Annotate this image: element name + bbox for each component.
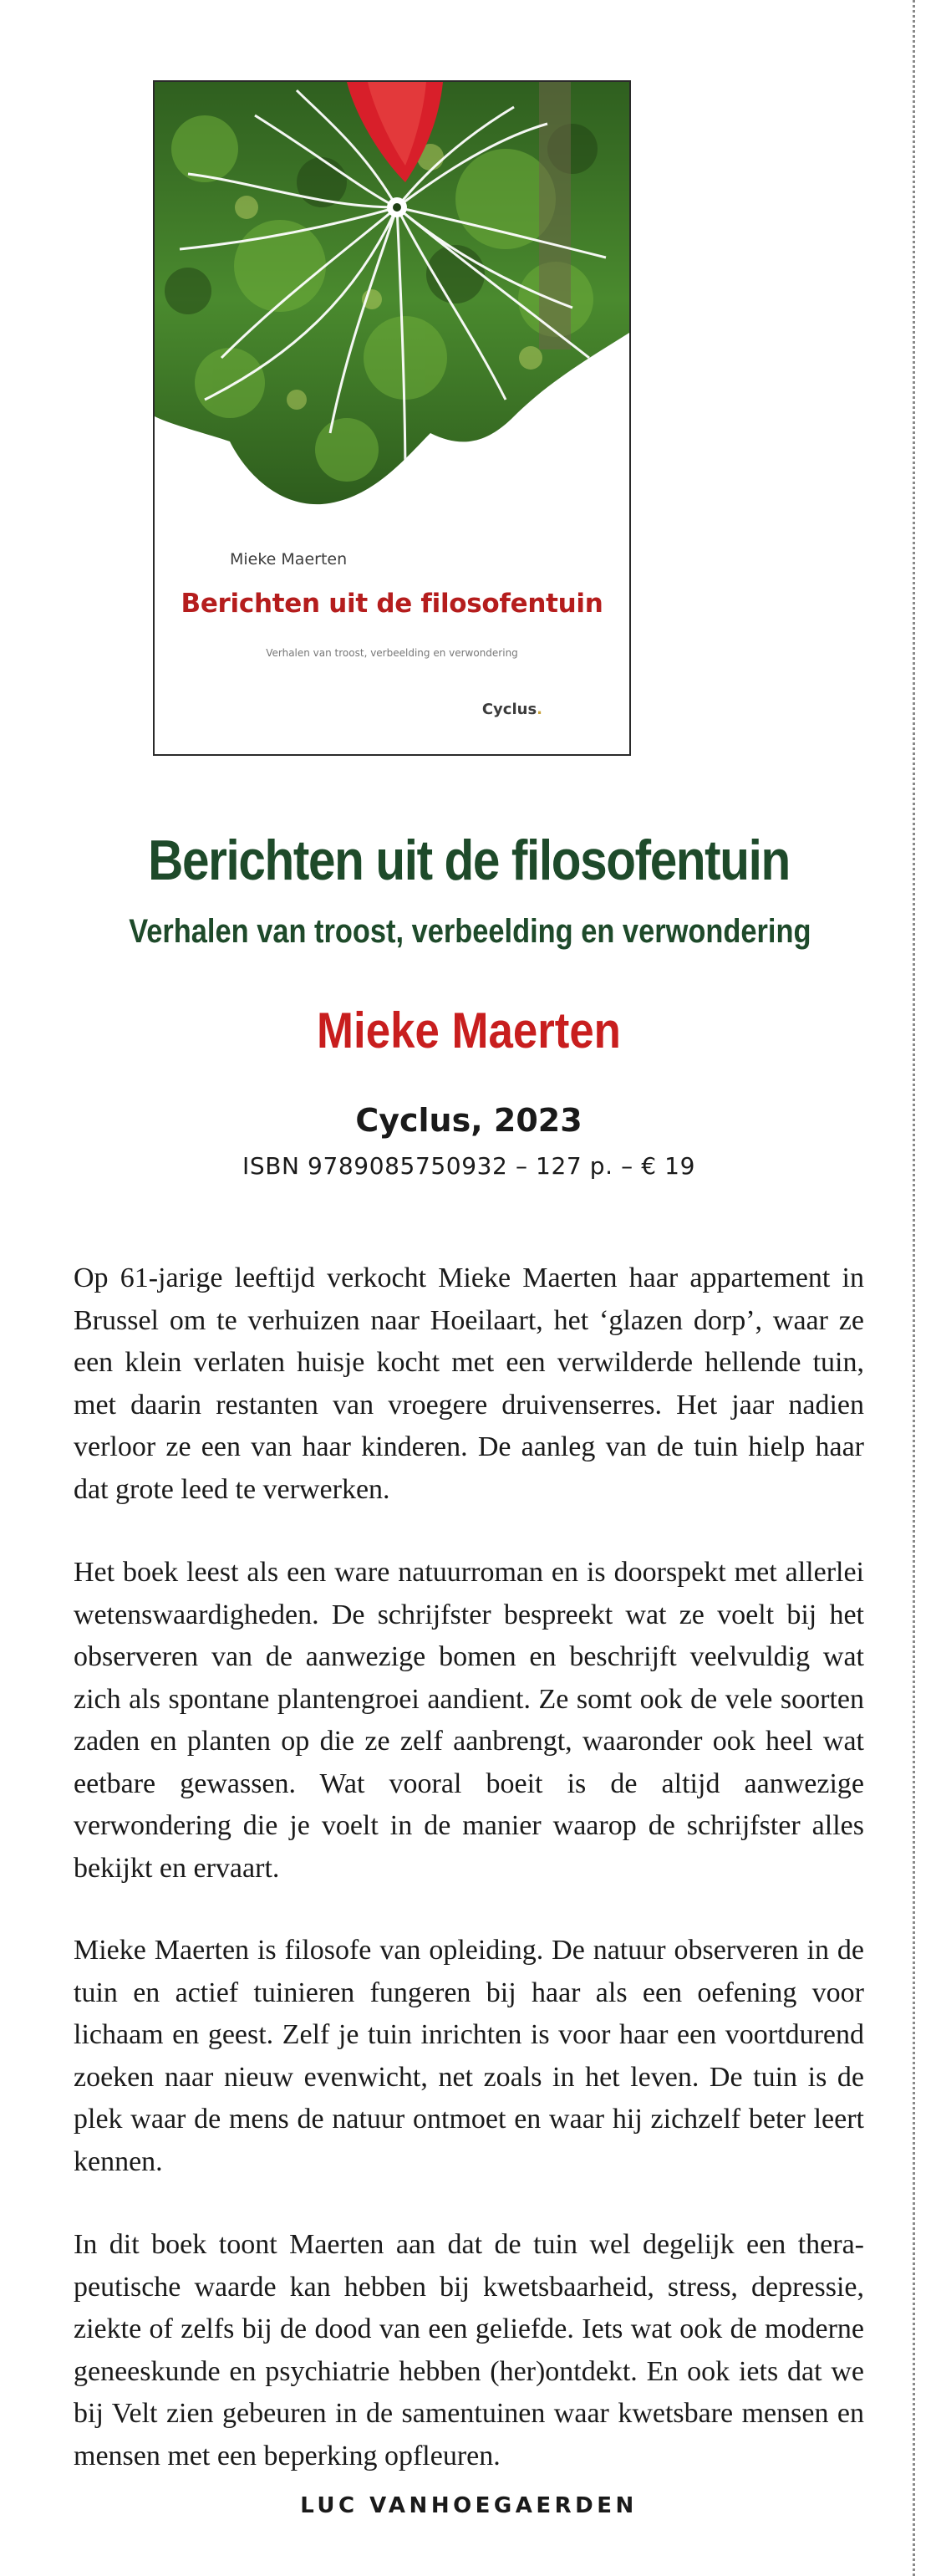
book-cover: [153, 80, 631, 756]
column-divider: [913, 0, 915, 2576]
cover-author: Mieke Maerten: [230, 550, 348, 569]
cover-title: Berichten uit de filosofentuin: [181, 589, 603, 619]
review-paragraph: Het boek leest als een ware natuurroman en is doorspekt met allerlei wetenswaardigheden. De schrijfster bespreekt wat ze voelt bij het observeren van de aanwezige bomen en beschrijft veelvuldig wat zich als spontane plantengroei aandient. Ze somt ook de vele soorten zaden en planten op die ze zelf aanbrengt, waaronder ook heel wat eetbare gewassen. Wat vooral boeit is de altijd aanwezige verwondering die je voelt in de manier waarop de schrijfster alles bekijkt en ervaart.: [74, 1557, 864, 1884]
publisher-logo-text: Cyclus: [481, 701, 537, 718]
review-paragraph: Op 61-jarige leeftijd verkocht Mieke Maerten haar appartement in Brussel om te verhuizen naar Hoeilaart, het ‘glazen dorp’, waar ze een klein verlaten huisje kocht met een verwilderde hellende tuin, met daarin restanten van vroegere druivenserres. Het jaar nadien verloor ze een van haar kinderen. De aanleg van de tuin hielp haar dat grote leed te verwerken.: [74, 1262, 864, 1505]
book-title: Berichten uit de filosofentuin: [148, 829, 790, 892]
review-byline: LUC VANHOEGAERDEN: [300, 2493, 638, 2518]
flower-garden-icon: [155, 82, 629, 517]
cover-subtitle: Verhalen van troost, verbeelding en verwondering: [266, 647, 518, 659]
publisher-logo: [482, 701, 542, 718]
book-publisher-year: Cyclus, 2023: [355, 1102, 582, 1139]
publisher-logo-dot-icon: .: [537, 701, 542, 718]
review-paragraph: In dit boek toont Maerten aan dat de tuin wel degelijk een therapeutische waarde kan hebben bij kwetsbaarheid, stress, depressie, ziekte of zelfs bij de dood van een geliefde. Iets wat ook de moderne geneeskunde en psychiatrie hebben (her)ontdekt. En ook iets dat we bij Velt zien gebeuren in de samentuinen waar kwetsbare mensen en mensen met een beperking opfleuren.: [74, 2229, 864, 2471]
book-author: Mieke Maerten: [317, 1002, 621, 1058]
book-subtitle: Verhalen van troost, verbeelding en verwondering: [129, 913, 811, 950]
book-isbn-line: ISBN 9789085750932 – 127 p. – € 19: [242, 1152, 696, 1180]
review-paragraph: Mieke Maerten is filosofe van opleiding. De natuur observeren in de tuin en actief tuinieren fungeren bij haar als een oefening voor lichaam en geest. Zelf je tuin inrichten is voor haar een voortdurend zoeken naar nieuw evenwicht, net zoals in het leven. De tuin is de plek waar de mens de natuur ontmoet en waar hij zichzelf beter leert kennen.: [74, 1935, 864, 2177]
